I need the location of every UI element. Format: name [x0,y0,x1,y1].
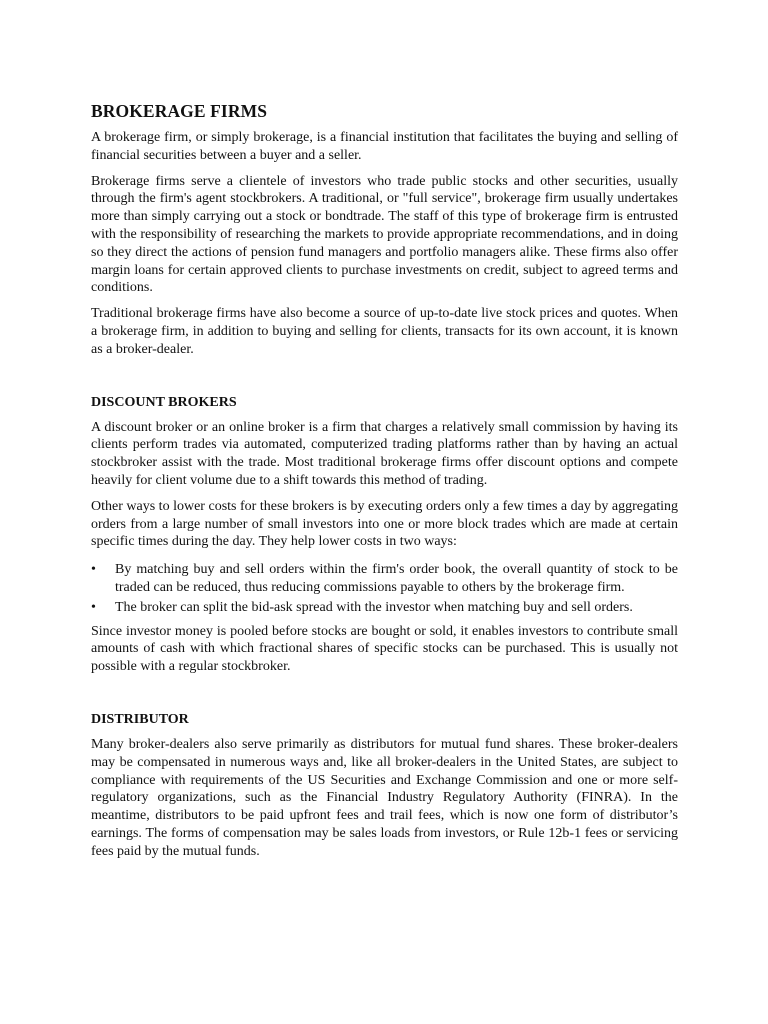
list-item [91,561,678,597]
list-item-text: The broker can split the bid-ask spread with the investor when matching buy and sell orders. [115,599,633,615]
section-discount-brokers [91,394,678,676]
bullet-icon: • [91,599,96,615]
list-item [91,599,678,617]
paragraph: Other ways to lower costs for these brokers is by executing orders only a few times a day by aggregating orders from a large number of small investors into one or more block trades which are made at certain specific times during the day. They help lower costs in two ways: [91,498,678,550]
section-brokerage-firms [91,101,678,359]
document-page [91,101,678,869]
paragraph: Traditional brokerage firms have also become a source of up-to-date live stock prices and quotes. When a brokerage firm, in addition to buying and selling for clients, transacts for its own account, it is known as a broker-dealer. [91,306,678,357]
bullet-list [91,561,678,616]
bullet-icon: • [91,562,96,578]
section-heading: DISCOUNT BROKERS [91,394,237,410]
paragraph: Many broker-dealers also serve primarily as distributors for mutual fund shares. These broker-dealers may be compensated in numerous ways and, like all broker-dealers in the United States, are subject to compliance with requirements of the US Securities and Exchange Commission and one or more self-regulatory organizations, such as the Financial Industry Regulatory Authority (FINRA). In the meantime, distributors to be paid upfront fees and trail fees, which is now one form of distributor’s earnings. The forms of compensation may be sales loads from investors, or Rule 12b-1 fees or servicing fees paid by the mutual funds. [91,736,678,859]
paragraph: Since investor money is pooled before stocks are bought or sold, it enables investors to contribute small amounts of cash with which fractional shares of specific stocks can be purchased. This is usually not possible with a regular stockbroker. [91,623,678,675]
section-heading: DISTRIBUTOR [91,711,189,727]
section-distributor [91,711,678,861]
paragraph: A discount broker or an online broker is a firm that charges a relatively small commission by having its clients perform trades via automated, computerized trading platforms rather than by having an actual stockbroker assist with the trade. Most traditional brokerage firms offer discount options and compete heavily for client volume due to a shift towards this method of trading. [91,419,678,488]
section-heading: BROKERAGE FIRMS [91,101,268,121]
paragraph: Brokerage firms serve a clientele of investors who trade public stocks and other securities, usually through the firm's agent stockbrokers. A traditional, or "full service", brokerage firm usually undertakes more than simply carrying out a stock or bondtrade. The staff of this type of brokerage firm is entrusted with the responsibility of researching the markets to provide appropriate recommendations, and in doing so they direct the actions of pension fund managers and portfolio managers alike. These firms also offer margin loans for certain approved clients to purchase investments on credit, subject to agreed terms and conditions. [91,173,678,296]
list-item-text: By matching buy and sell orders within the firm's order book, the overall quantity of stock to be traded can be reduced, thus reducing commissions payable to others by the brokerage firm. [115,562,678,595]
paragraph: A brokerage firm, or simply brokerage, is a financial institution that facilitates the buying and selling of financial securities between a buyer and a seller. [91,130,678,163]
